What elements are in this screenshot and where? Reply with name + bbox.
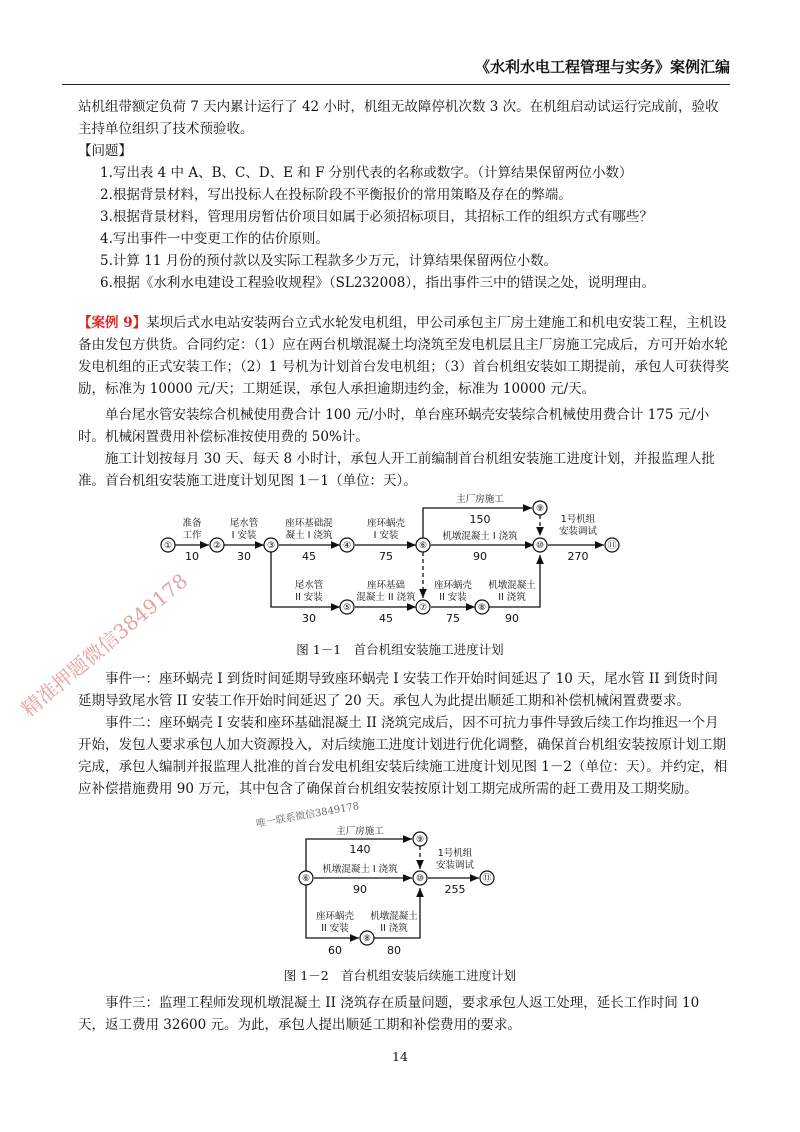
activity-label: II 浇筑 (380, 923, 408, 934)
activity-label: 机墩混凝土 I 浇筑 (442, 531, 518, 542)
activity-label: 主厂房施工 (456, 494, 504, 505)
event-2-paragraph: 事件二：座环蜗壳 I 安装和座环基础混凝土 II 浇筑完成后，因不可抗力事件导致后续工作均推迟一个月开始，发包人要求承包人加大资源投入，对后续施工进度计划进行优化调整，确保首台机组安装按原计划工期完成，承包人编制并报监理人批准的首台发电机组安装后续施工进度计划见图 1－2（单位：天）。并约定，相应补偿措施费用 90 万元，其中包含了确保首台机组安装按原计划工期完成所需的赶工费用及工期奖励。 (78, 715, 728, 797)
node-label: ② (212, 541, 222, 551)
duration-label: 75 (379, 550, 393, 563)
activity-label: 座环蜗壳 (366, 518, 406, 529)
figure-2-caption: 图 1－2 首台机组安装后续施工进度计划 (283, 968, 517, 983)
node-label: ⑧ (477, 603, 487, 613)
question-item: 3.根据背景材料，管理用房暂估价项目如属于必须招标项目，其招标工作的组织方式有哪些？ (100, 209, 653, 225)
activity-label: 主厂房施工 (336, 826, 384, 837)
activity-label: II 安装 (321, 923, 349, 934)
activity-label: 混凝土 II 浇筑 (356, 592, 416, 603)
activity-label: II 浇筑 (498, 592, 526, 603)
duration-label: 150 (469, 513, 491, 526)
node-label: ① (163, 541, 173, 551)
duration-label: 60 (328, 944, 342, 957)
duration-label: 30 (237, 550, 251, 563)
event-1-paragraph: 事件一：座环蜗壳 I 到货时间延期导致座环蜗壳 I 安装工作开始时间延迟了 10 天，尾水管 II 到货时间延期导致尾水管 II 安装工作开始时间延迟了 20 天。承包人为此提出顺延工期和补偿机械闲置费要求。 (78, 671, 718, 709)
activity-label: I 安装 (373, 530, 399, 541)
duration-label: 45 (379, 612, 393, 625)
activity-label: 1号机组 (560, 514, 596, 525)
activity-label: 尾水管 (229, 518, 259, 529)
duration-label: 270 (567, 550, 589, 563)
activity-label: 安装调试 (558, 526, 598, 537)
node-label: ⑥ (301, 874, 311, 884)
activity-label: 机墩混凝土 (488, 580, 536, 591)
node-label: ⑩ (535, 541, 545, 551)
duration-label: 75 (446, 612, 460, 625)
network-diagram-2 (290, 824, 510, 960)
node-label: ⑨ (415, 835, 425, 845)
node-label: ⑦ (418, 603, 428, 613)
duration-label: 255 (444, 883, 466, 896)
activity-label: 尾水管 (294, 580, 324, 591)
network-diagram-1 (150, 488, 640, 633)
figure-1-caption: 图 1－1 首台机组安装施工进度计划 (296, 642, 504, 657)
activity-label: 座环基础 (366, 580, 406, 591)
node-label: ④ (342, 541, 352, 551)
node-label: ⑩ (415, 874, 425, 884)
node-label: ⑨ (535, 504, 545, 514)
node-label: ⑥ (418, 541, 428, 551)
activity-label: 座环蜗壳 (315, 911, 355, 922)
page-header (62, 44, 730, 85)
activity-label: 安装调试 (435, 860, 475, 871)
node-label: ③ (266, 541, 276, 551)
activity-label: 工作 (182, 530, 202, 541)
question-item: 6.根据《水利水电建设工程验收规程》（SL232008），指出事件三中的错误之处，说明理由。 (100, 275, 656, 291)
node-label: ⑪ (607, 541, 617, 551)
duration-label: 45 (302, 550, 316, 563)
activity-label: 机墩混凝土 (370, 911, 418, 922)
header-title: 《水利水电工程管理与实务》案例汇编 (474, 58, 730, 76)
event-3-paragraph: 事件三：监理工程师发现机墩混凝土 II 浇筑存在质量问题，要求承包人返工处理，延长工作时间 10 天，返工费用 32600 元。为此，承包人提出顺延工期和补偿费用的要求。 (78, 995, 700, 1033)
case-paragraph-1: 【案例 9】某坝后式水电站安装两台立式水轮发电机组，甲公司承包主厂房土建施工和机电安装工程，主机设备由发包方供货。合同约定：（1）应在两台机墩混凝土均浇筑至发电机层且主厂房施工完成后，方可开始水轮发电机组的正式安装工作；（2）1 号机为计划首台发电机组；（3）首台机组安装如工期提前，承包人可获得奖励，标准为 10000 元/天；工期延误，承包人承担逾期违约金，标准为 10000 元/天。 (78, 315, 730, 397)
case-tag: 【案例 9】 (78, 315, 147, 331)
question-item: 5.计算 11 月份的预付款以及实际工程款多少万元，计算结果保留两位小数。 (100, 253, 558, 269)
activity-label: II 安装 (295, 592, 323, 603)
duration-label: 90 (505, 612, 519, 625)
question-item: 4.写出事件一中变更工作的估价原则。 (100, 231, 329, 247)
activity-label: 凝土 I 浇筑 (285, 530, 333, 541)
activity-label: 座环蜗壳 (433, 580, 473, 591)
node-label: ⑧ (362, 934, 372, 944)
duration-label: 140 (349, 843, 371, 856)
duration-label: 80 (387, 944, 401, 957)
case-paragraph-2: 单台尾水管安装综合机械使用费合计 100 元/小时，单台座环蜗壳安装综合机械使用费合计 175 元/小时。机械闲置费用补偿标准按使用费的 50%计。 (78, 407, 710, 445)
activity-label: 座环基础混 (285, 518, 333, 529)
watermark-main: 精准押题微信3849178 (16, 568, 193, 722)
node-label: ⑪ (482, 874, 492, 884)
questions-label: 【问题】 (78, 143, 132, 159)
node-label: ⑤ (342, 603, 352, 613)
watermark-small: 唯一联系微信3849178 (255, 800, 361, 830)
activity-label: 1号机组 (437, 848, 473, 859)
duration-label: 30 (302, 612, 316, 625)
duration-label: 10 (185, 550, 199, 563)
duration-label: 90 (353, 883, 367, 896)
activity-label: 机墩混凝土 I 浇筑 (322, 864, 398, 875)
question-item: 2.根据背景材料，写出投标人在投标阶段不平衡报价的常用策略及存在的弊端。 (100, 187, 572, 203)
intro-paragraph: 站机组带额定负荷 7 天内累计运行了 42 小时，机组无故障停机次数 3 次。在机组启动试运行完成前，验收主持单位组织了技术预验收。 (78, 99, 719, 137)
case-paragraph-3: 施工计划按每月 30 天、每天 8 小时计，承包人开工前编制首台机组安装施工进度计划，并报监理人批准。首台机组安装施工进度计划见图 1－1（单位：天）。 (78, 451, 715, 489)
question-item: 1.写出表 4 中 A、B、C、D、E 和 F 分别代表的名称或数字。（计算结果保留两位小数） (100, 165, 633, 181)
activity-label: II 安装 (439, 592, 467, 603)
duration-label: 90 (473, 550, 487, 563)
page-number: 14 (392, 1049, 408, 1064)
activity-label: I 安装 (231, 530, 257, 541)
activity-label: 准备 (182, 518, 202, 529)
